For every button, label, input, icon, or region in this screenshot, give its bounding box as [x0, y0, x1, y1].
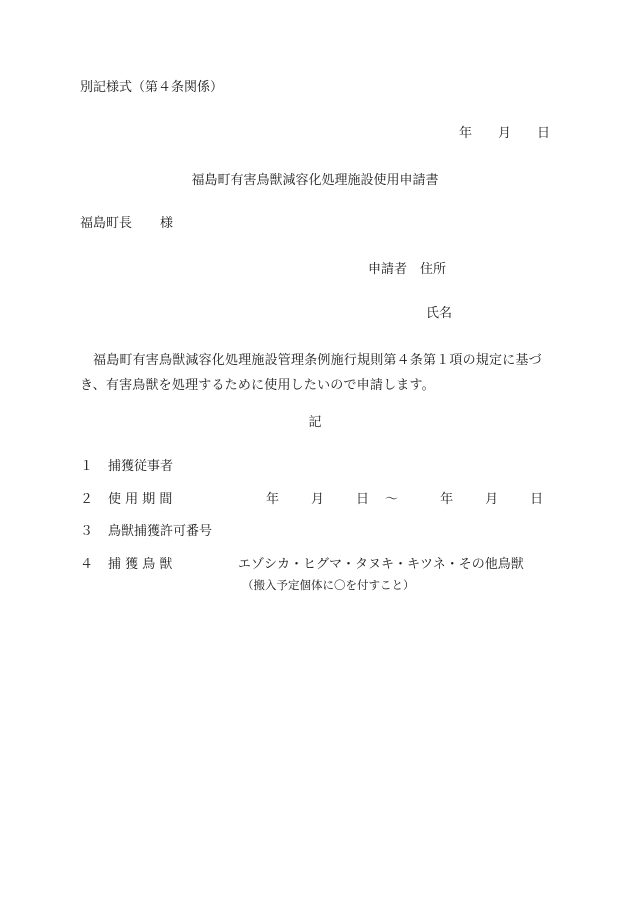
period-end-day: 日 — [530, 492, 544, 507]
body-text: 福島町有害鳥獣減容化処理施設管理条例施行規則第４条第１項の規定に基づき、有害鳥獣を処理するために使用したいので申請します。 — [80, 353, 542, 393]
address-label: 住所 — [420, 262, 447, 277]
animal-list: エゾシカ・ヒグマ・タヌキ・キツネ・その他鳥獣 — [238, 557, 524, 572]
item-number: ４ — [80, 557, 94, 572]
period-tilde: ～ — [385, 492, 399, 507]
period-start-year: 年 — [266, 492, 280, 507]
item-label: 使 用 期 間 — [108, 492, 173, 507]
addressee-name: 福島町長 — [80, 216, 133, 231]
period-start-day: 日 — [356, 492, 370, 507]
name-label: 氏名 — [426, 306, 453, 321]
item-captured-animals — [80, 557, 172, 573]
item-number: ２ — [80, 492, 94, 507]
period-end-month: 月 — [485, 492, 499, 507]
animal-list-note: （搬入予定個体に〇を付すこと） — [242, 578, 415, 592]
date-day: 日 — [536, 126, 550, 141]
applicant-address — [368, 262, 446, 278]
item-label: 鳥獣捕獲許可番号 — [108, 524, 213, 539]
item-catcher — [80, 459, 173, 475]
period-end-year: 年 — [440, 492, 454, 507]
item-number: １ — [80, 459, 94, 474]
period-start-month: 月 — [311, 492, 325, 507]
form-label: 別記様式（第４条関係） — [80, 80, 224, 95]
date-year: 年 — [458, 126, 472, 141]
document-title: 福島町有害鳥獣減容化処理施設使用申請書 — [191, 173, 439, 188]
item-label: 捕獲従事者 — [108, 459, 174, 474]
applicant-label: 申請者 — [368, 262, 408, 277]
item-usage-period — [80, 492, 172, 508]
date-line — [459, 126, 550, 142]
item-label: 捕 獲 鳥 獣 — [108, 557, 173, 572]
addressee — [80, 216, 173, 232]
item-number: ３ — [80, 524, 94, 539]
usage-period-dates — [266, 492, 543, 508]
date-month: 月 — [497, 126, 511, 141]
addressee-honorific: 様 — [160, 216, 174, 231]
ki-heading: 記 — [308, 415, 322, 430]
item-permit-number — [80, 524, 212, 540]
